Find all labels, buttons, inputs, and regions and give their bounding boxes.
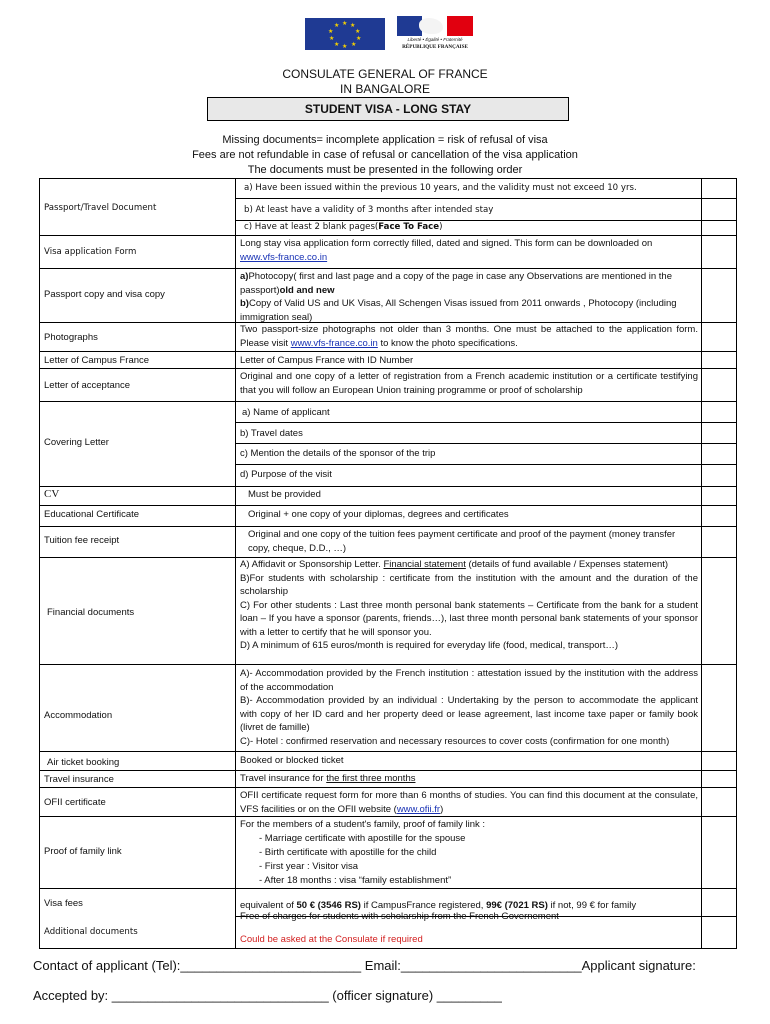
row-label-insurance: Travel insurance xyxy=(44,774,114,785)
row-label-covering: Covering Letter xyxy=(44,437,109,448)
tuition-text: Original and one copy of the tuition fees payment certificate and proof of the payment (money transfer copy, cheque, D.D., …) xyxy=(248,529,676,554)
republic-label: RÉPUBLIQUE FRANÇAISE xyxy=(402,44,468,50)
intro-line-2: Fees are not refundable in case of refusal or cancellation of the visa application xyxy=(192,149,578,161)
family-intro: For the members of a student's family, proof of family link : xyxy=(240,819,486,830)
education-text: Original + one copy of your diplomas, degrees and certificates xyxy=(248,509,509,520)
fees-free-text: Free of charges for students with scholarship from the French Governement xyxy=(240,911,559,922)
ofii-link[interactable]: www.ofii.fr xyxy=(396,803,441,815)
visa-form-text: Long stay visa application form correctly filled, dated and signed. This form can be downloaded on www.vfs-france.co.in xyxy=(240,238,653,263)
campus-text: Letter of Campus France with ID Number xyxy=(240,355,414,366)
passport-a: a) Have been issued within the previous 10 years, and the validity must not exceed 10 yrs. xyxy=(244,183,637,193)
row-label-accommodation: Accommodation xyxy=(44,710,113,721)
acceptance-text: Original and one copy of a letter of registration from a French academic institution or a certificate testifying that you will follow an European Union training programme or proof of scholarship xyxy=(240,371,698,396)
intro-line-3: The documents must be presented in the following order xyxy=(247,164,523,176)
family-item-2: - Birth certificate with apostille for the child xyxy=(259,847,437,858)
covering-item-a: a) Name of applicant xyxy=(242,407,330,418)
photos-text: Two passport-size photographs not older than 3 months. One must be attached to the application form. Please visit www.vfs-france.co.in to know the photo specifications. xyxy=(240,324,698,349)
intro-line-1: Missing documents= incomplete application = risk of refusal of visa xyxy=(222,134,548,146)
consulate-line-2: IN BANGALORE xyxy=(339,82,431,96)
additional-text: Could be asked at the Consulate if required xyxy=(240,934,423,945)
contact-line: Contact of applicant (Tel):_________________________ Email:_________________________Applicant signature: xyxy=(33,958,696,973)
checklist-table xyxy=(39,178,737,948)
row-label-education: Educational Certificate xyxy=(44,509,140,520)
air-text: Booked or blocked ticket xyxy=(240,755,344,766)
row-label-tuition: Tuition fee receipt xyxy=(44,535,120,546)
passport-c: c) Have at least 2 blank pages(Face To Face) xyxy=(244,222,443,232)
row-label-photos: Photographs xyxy=(44,332,98,343)
row-label-acceptance: Letter of acceptance xyxy=(44,380,131,391)
motto: Liberté • Égalité • Fraternité xyxy=(407,37,463,42)
cv-text: Must be provided xyxy=(248,489,321,500)
covering-item-c: c) Mention the details of the sponsor of the trip xyxy=(240,448,436,459)
page-title: STUDENT VISA - LONG STAY xyxy=(207,97,569,121)
row-label-ofii: OFII certificate xyxy=(44,797,106,808)
row-label-family: Proof of family link xyxy=(44,846,122,857)
email-field[interactable]: _________________________ xyxy=(400,958,582,973)
row-label-financial: Financial documents xyxy=(47,607,135,618)
header-logos xyxy=(305,16,477,52)
covering-item-b: b) Travel dates xyxy=(240,428,303,439)
fees-text: equivalent of 50 € (3546 RS) if CampusFrance registered, 99€ (7021 RS) if not, 99 € for family xyxy=(240,900,637,911)
row-label-visa-form: Visa application Form xyxy=(44,247,137,257)
eu-flag-icon: ★ ★ ★ ★ ★ ★ ★ ★ ★ ★ xyxy=(305,18,385,50)
passport-b: b) At least have a validity of 3 months after intended stay xyxy=(244,205,494,215)
vfs-photo-link[interactable]: www.vfs-france.co.in xyxy=(290,337,378,349)
row-label-fees: Visa fees xyxy=(44,898,83,909)
vfs-link[interactable]: www.vfs-france.co.in xyxy=(240,251,328,263)
row-label-cv: CV xyxy=(44,488,60,500)
family-item-4: - After 18 months : visa “family establishment” xyxy=(259,875,452,886)
consulate-line-1: CONSULATE GENERAL OF FRANCE xyxy=(282,67,488,81)
ofii-text: OFII certificate request form for more than 6 months of studies. You can find this document at the consulate, VFS facilities or on the OFII website (www.ofii.fr) xyxy=(240,790,698,815)
passport-copy-text: a)Photocopy( first and last page and a copy of the page in case any Observations are mentioned in the passport)old and new b)Copy of Valid US and UK Visas, All Schengen Visas issued from 2011 onwards , Photocopy (including immigration seal) xyxy=(240,271,677,323)
family-item-1: - Marriage certificate with apostille for the spouse xyxy=(259,833,466,844)
accommodation-text: A)- Accommodation provided by the French institution : attestation issued by the institution with the address of the accommodation B)- Accommodation provided by an individual : Undertaking by the person to accommodate the applicant with copy of her ID card and her property deed or lease agreement, last income taxe paper or family book (livret de famille) C)- Hotel : confirmed reservation and necessary resources to cover costs (confirmation for one month) xyxy=(240,668,698,747)
family-item-3: - First year : Visitor visa xyxy=(259,861,359,872)
row-label-additional: Additional documents xyxy=(44,927,138,937)
row-label-campus: Letter of Campus France xyxy=(44,355,150,366)
row-label-air: Air ticket booking xyxy=(47,757,120,768)
accepted-line: Accepted by: ______________________________ (officer signature) _________ xyxy=(33,988,502,1003)
covering-item-d: d) Purpose of the visit xyxy=(240,469,332,480)
financial-text: A) Affidavit or Sponsorship Letter. Financial statement (details of fund available / Expenses statement) B)For students with scholarship : certificate from the institution with the amount and the duration of the scholarship C) For other students : Last three month personal bank statements – Certificate from the bank for a student loan – If you have a sponsor (parents, friends…), last three month personal bank statements of your sponsor with a letter to certify that he will sponsor you. D) A minimum of 615 euros/month is required for everyday life (food, medical, transport…) xyxy=(240,559,698,651)
row-label-passport: Passport/Travel Document xyxy=(44,203,157,213)
row-label-passport-copy: Passport copy and visa copy xyxy=(44,289,165,300)
marianne-logo-icon xyxy=(393,16,477,52)
insurance-text: Travel insurance for the first three months xyxy=(240,773,416,784)
